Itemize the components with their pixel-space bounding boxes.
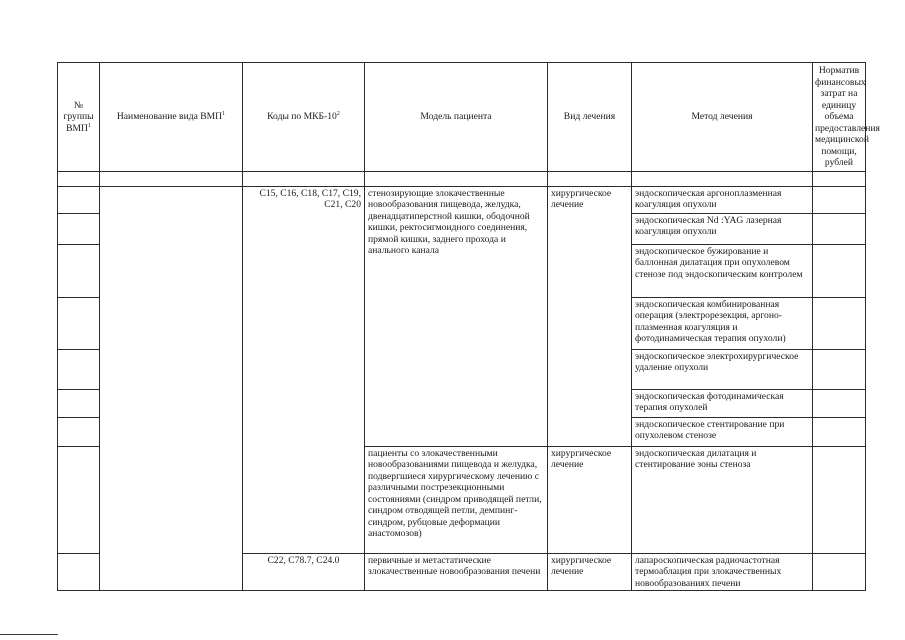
method-cell: эндоскопическая фотодинамическая терапия опухолей [632, 389, 813, 417]
patient-model-cell: стенозирующие злокачественные новообразования пищевода, желудка, двенадцатиперстной кишки, ободочной кишки, ректосигмоидного соединения, прямой кишки, заднего прохода и анального канала [365, 186, 548, 446]
patient-model-cell: пациенты со злокачественными новообразованиями пищевода и желудка, подвергшиеся хирургическому лечению с различными пострезекционными состояниями (синдром приводящей петли, синдром отводящей петли, демпинг-синдром, рубцовые деформации анастомозов) [365, 446, 548, 553]
medical-care-table [57, 62, 880, 591]
footnote-separator [0, 634, 58, 635]
vmp-name-cell [100, 186, 243, 591]
norm-cell [813, 389, 866, 417]
patient-model-cell: первичные и метастатические злокачественные новообразования печени [365, 553, 548, 591]
header-patient-model: Модель пациента [365, 63, 548, 172]
table-row [58, 186, 866, 213]
method-cell: эндоскопическое электрохирургическое удаление опухоли [632, 349, 813, 389]
icd-codes-cell: C15, C16, C18, C17, C19, C21, C20 [243, 186, 365, 553]
header-icd-codes: Коды по МКБ-$10^2$ [243, 63, 365, 172]
norm-cell [813, 417, 866, 446]
header-treatment-method: Метод лечения [632, 63, 813, 172]
treatment-type-cell: хирургическое лечение [548, 446, 632, 553]
group-number-cell [58, 186, 100, 213]
method-cell: эндоскопическая Nd :YAG лазерная коагуляция опухоли [632, 213, 813, 244]
norm-cell [813, 213, 866, 244]
method-cell: эндоскопическое бужирование и баллонная дилатация при опухолевом стенозе под эндоскопическим контролем [632, 244, 813, 297]
header-group-number: № группы ВМП$^1$ [58, 63, 100, 172]
header-financial-norm: Норматив финансовых затрат на единицу объема предоставления медицинской помощи, рублей [813, 63, 866, 172]
norm-cell [813, 297, 866, 349]
spacer-row [58, 171, 866, 186]
method-cell: эндоскопическое стентирование при опухолевом стенозе [632, 417, 813, 446]
norm-cell [813, 349, 866, 389]
icd-codes-cell: C22, C78.7, C24.0 [243, 553, 365, 591]
treatment-type-cell: хирургическое лечение [548, 186, 632, 446]
method-cell: лапароскопическая радиочастотная термоаблация при злокачественных новообразованиях печени [632, 553, 813, 591]
method-cell: эндоскопическая аргоноплазменная коагуляция опухоли [632, 186, 813, 213]
norm-cell [813, 446, 866, 553]
table-header-row [58, 63, 866, 172]
norm-cell [813, 244, 866, 297]
header-vmp-name: Наименование вида ВМП$^1$ [100, 63, 243, 172]
norm-cell [813, 553, 866, 591]
norm-cell [813, 186, 866, 213]
method-cell: эндоскопическая дилатация и стентирование зоны стеноза [632, 446, 813, 553]
treatment-type-cell: хирургическое лечение [548, 553, 632, 591]
header-treatment-type: Вид лечения [548, 63, 632, 172]
method-cell: эндоскопическая комбинированная операция (электрорезекция, аргоно-плазменная коагуляция и фотодинамическая терапия опухоли) [632, 297, 813, 349]
